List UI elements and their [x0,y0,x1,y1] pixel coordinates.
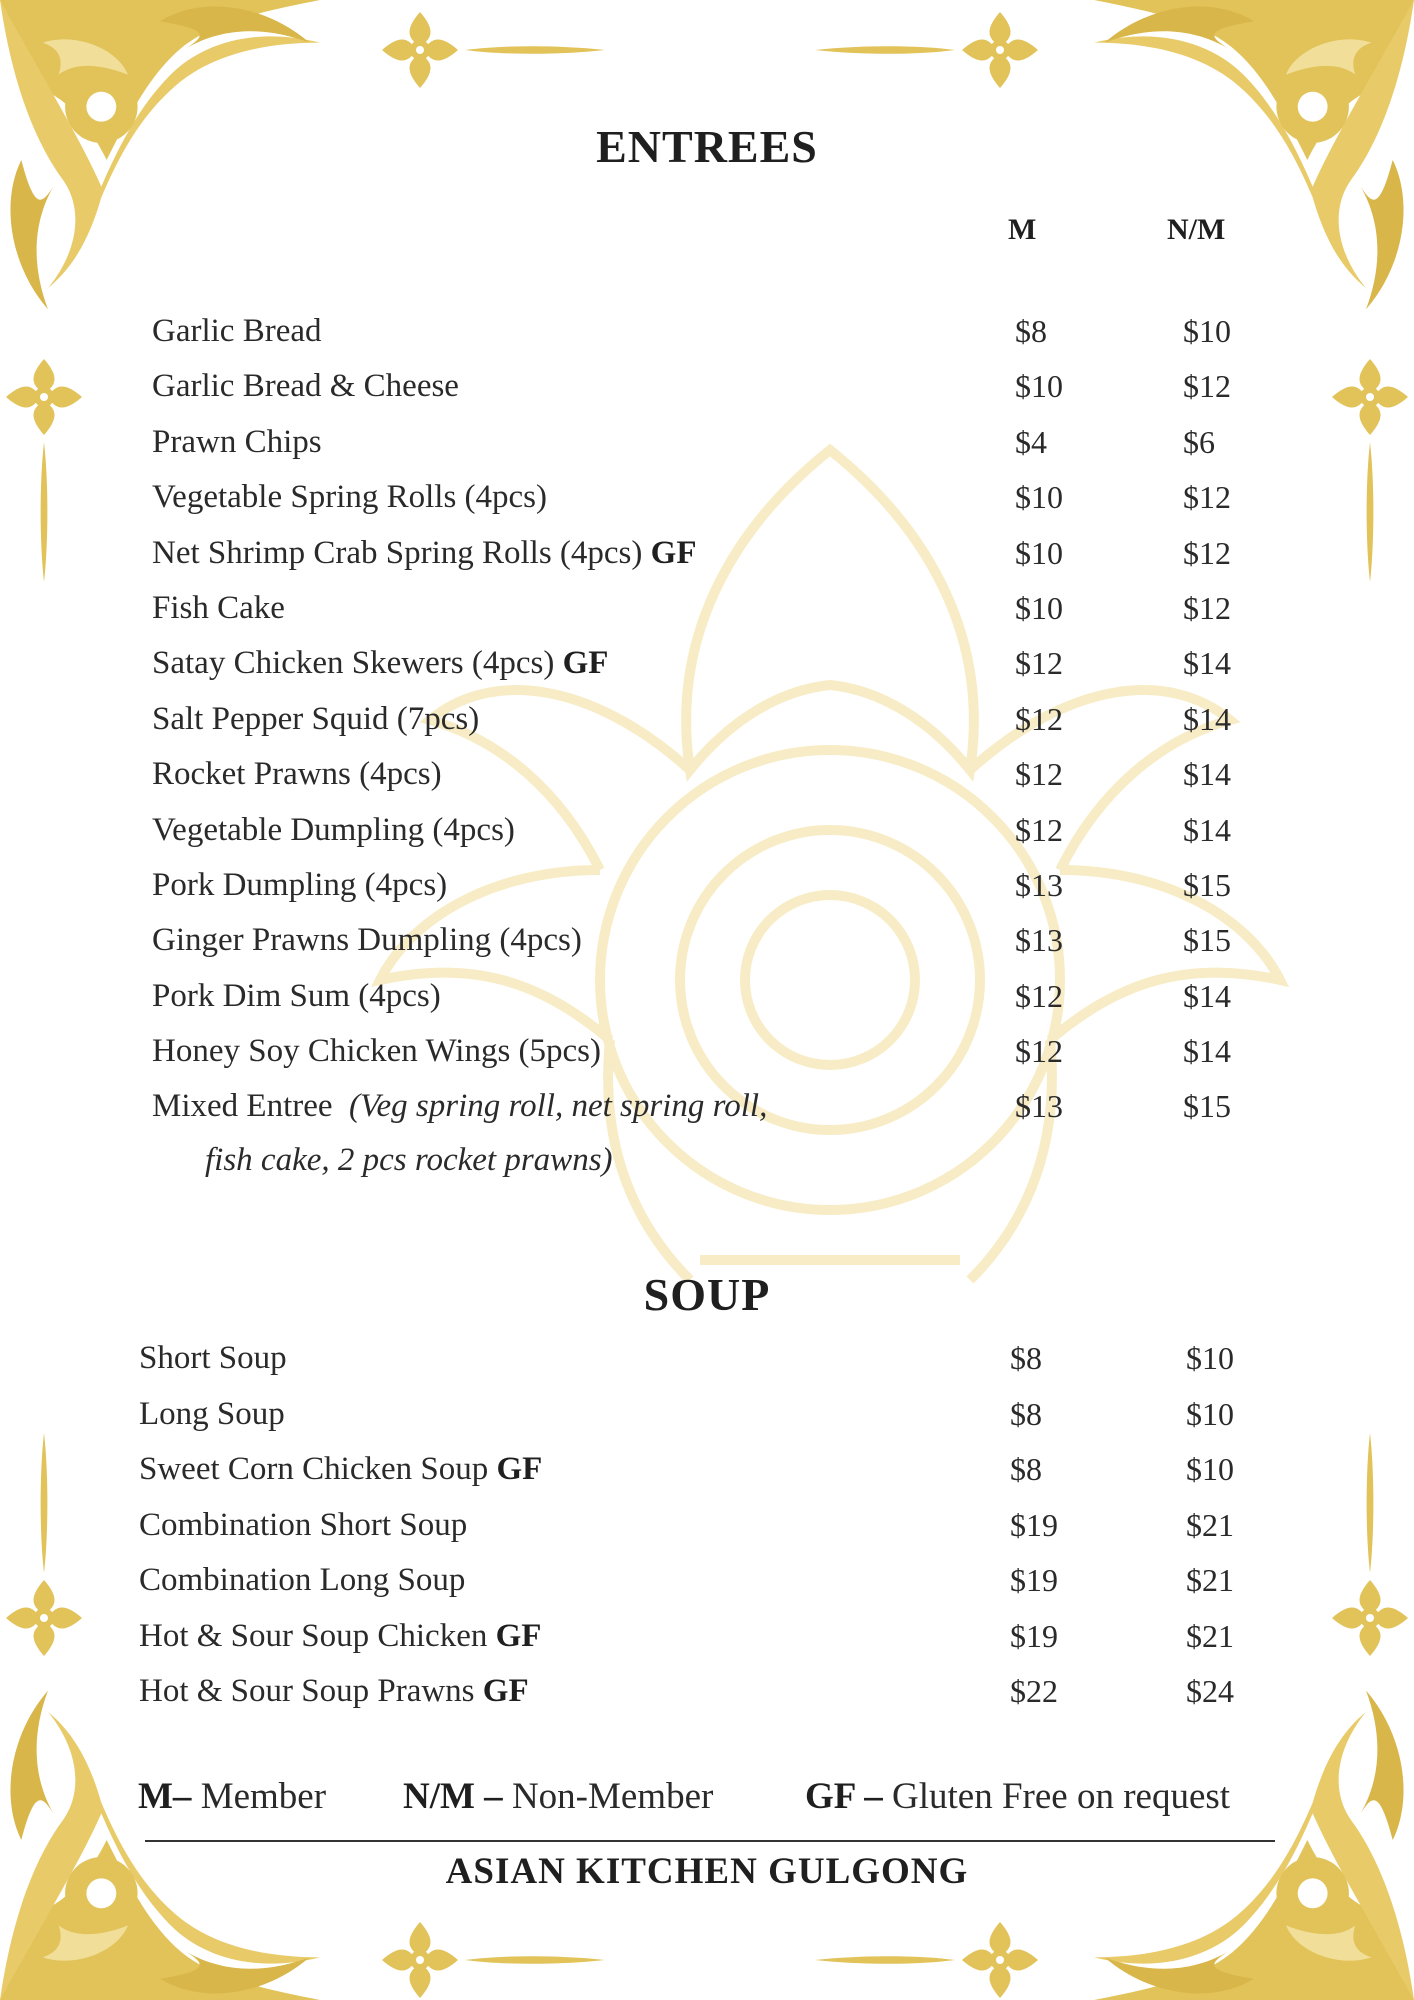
menu-item [0,424,1414,480]
top-border-flower-left-icon [380,10,610,90]
legend-non-member [403,1775,713,1818]
bottom-border-flower-right-icon [810,1920,1040,2000]
entrees-heading: ENTREES [596,121,818,172]
non-member-price: $14 [1183,811,1231,848]
item-name: Vegetable Dumpling (4pcs) [152,811,515,848]
menu-item [0,756,1414,812]
menu-item [0,1618,1414,1674]
non-member-price: $10 [1183,313,1231,349]
gluten-free-tag: GF [650,534,697,571]
gluten-free-tag: GF [562,645,609,682]
non-member-price: $10 [1186,1451,1234,1487]
member-price: $10 [1015,534,1063,571]
item-name: Combination Long Soup [139,1562,466,1598]
non-member-price: $15 [1183,1088,1231,1124]
item-note-continued: fish cake, 2 pcs rocket prawns) [205,1142,613,1178]
item-name: Combination Short Soup [139,1506,468,1543]
non-member-price: $14 [1183,645,1231,682]
legend-member-key: M– [138,1776,192,1817]
member-price: $19 [1010,1562,1058,1598]
member-price: $13 [1015,867,1063,903]
soup-heading: SOUP [643,1269,771,1320]
menu-item [0,701,1414,757]
menu-item-mixed-entree [0,1088,1414,1144]
non-member-price: $21 [1186,1562,1234,1598]
non-member-price: $14 [1183,1033,1231,1070]
member-price: $12 [1015,977,1063,1014]
item-name: Long Soup [139,1395,285,1432]
item-name: Hot & Sour Soup Prawns [139,1673,475,1709]
menu-item [0,867,1414,923]
non-member-price: $10 [1186,1340,1234,1376]
gluten-free-tag: GF [496,1451,543,1487]
menu-item [0,313,1414,369]
item-name: Satay Chicken Skewers (4pcs) [152,645,555,682]
member-price: $4 [1015,423,1047,460]
footer-divider [145,1840,1275,1842]
member-price: $8 [1015,313,1047,349]
non-member-price: $21 [1186,1617,1234,1654]
non-member-price: $6 [1183,423,1215,460]
non-member-price: $12 [1183,590,1231,626]
menu-item [0,368,1414,424]
item-name: Pork Dumpling (4pcs) [152,867,448,903]
member-price: $12 [1015,645,1063,682]
gluten-free-tag: GF [495,1617,542,1654]
legend-gluten-free-key: GF – [805,1776,883,1817]
member-price: $12 [1015,756,1063,793]
item-name: Sweet Corn Chicken Soup [139,1451,489,1487]
menu-item [0,1396,1414,1452]
item-note: (Veg spring roll, net spring roll, [349,1088,768,1124]
non-member-price: $12 [1183,534,1231,571]
item-name: Mixed Entree [152,1088,333,1124]
restaurant-name: ASIAN KITCHEN GULGONG [445,1851,969,1892]
menu-item [0,1033,1414,1089]
menu-item [0,1562,1414,1618]
legend-gluten-free [805,1775,1230,1818]
menu-item [0,1340,1414,1396]
bottom-border-flower-left-icon [380,1920,610,2000]
non-member-column-header: N/M [1167,213,1226,246]
member-price: $19 [1010,1506,1058,1543]
item-name: Honey Soy Chicken Wings (5pcs) [152,1033,602,1070]
non-member-price: $14 [1183,700,1231,737]
member-price: $10 [1015,368,1063,405]
item-name: Net Shrimp Crab Spring Rolls (4pcs) [152,534,643,571]
non-member-price: $14 [1183,977,1231,1014]
item-name: Hot & Sour Soup Chicken [139,1617,488,1654]
menu-item [0,645,1414,701]
non-member-price: $12 [1183,479,1231,516]
menu-item [0,535,1414,591]
legend-gluten-free-text: Gluten Free on request [892,1776,1231,1817]
non-member-price: $15 [1183,922,1231,959]
member-price: $22 [1010,1673,1058,1709]
menu-item [0,1673,1414,1729]
member-column-header: M [1008,213,1037,246]
legend-member [138,1775,326,1818]
menu-item [0,1507,1414,1563]
menu-item [0,978,1414,1034]
member-price: $13 [1015,922,1063,959]
menu-item [0,812,1414,868]
non-member-price: $15 [1183,867,1231,903]
top-border-flower-right-icon [810,10,1040,90]
menu-item [0,590,1414,646]
non-member-price: $24 [1186,1673,1234,1709]
item-name: Salt Pepper Squid (7pcs) [152,700,480,737]
item-name: Short Soup [139,1340,287,1376]
non-member-price: $10 [1186,1395,1234,1432]
member-price: $10 [1015,479,1063,516]
item-name: Pork Dim Sum (4pcs) [152,977,441,1014]
item-name: Vegetable Spring Rolls (4pcs) [152,479,548,516]
legend-non-member-key: N/M – [403,1776,503,1817]
member-price: $8 [1010,1340,1042,1376]
member-price: $8 [1010,1451,1042,1487]
member-price: $12 [1015,811,1063,848]
item-name: Garlic Bread & Cheese [152,368,459,405]
item-name: Rocket Prawns (4pcs) [152,756,442,793]
member-price: $8 [1010,1395,1042,1432]
non-member-price: $12 [1183,368,1231,405]
menu-item [0,1451,1414,1507]
non-member-price: $21 [1186,1506,1234,1543]
item-name: Ginger Prawns Dumpling (4pcs) [152,922,582,959]
item-name: Fish Cake [152,590,285,626]
item-name: Prawn Chips [152,423,322,460]
non-member-price: $14 [1183,756,1231,793]
menu-item [0,922,1414,978]
member-price: $10 [1015,590,1063,626]
legend-member-text: Member [200,1776,327,1817]
member-price: $19 [1010,1617,1058,1654]
item-name: Garlic Bread [152,313,322,349]
member-price: $12 [1015,1033,1063,1070]
legend-non-member-text: Non-Member [511,1776,714,1817]
gluten-free-tag: GF [482,1673,529,1709]
member-price: $12 [1015,700,1063,737]
menu-item [0,479,1414,535]
member-price: $13 [1015,1088,1063,1124]
